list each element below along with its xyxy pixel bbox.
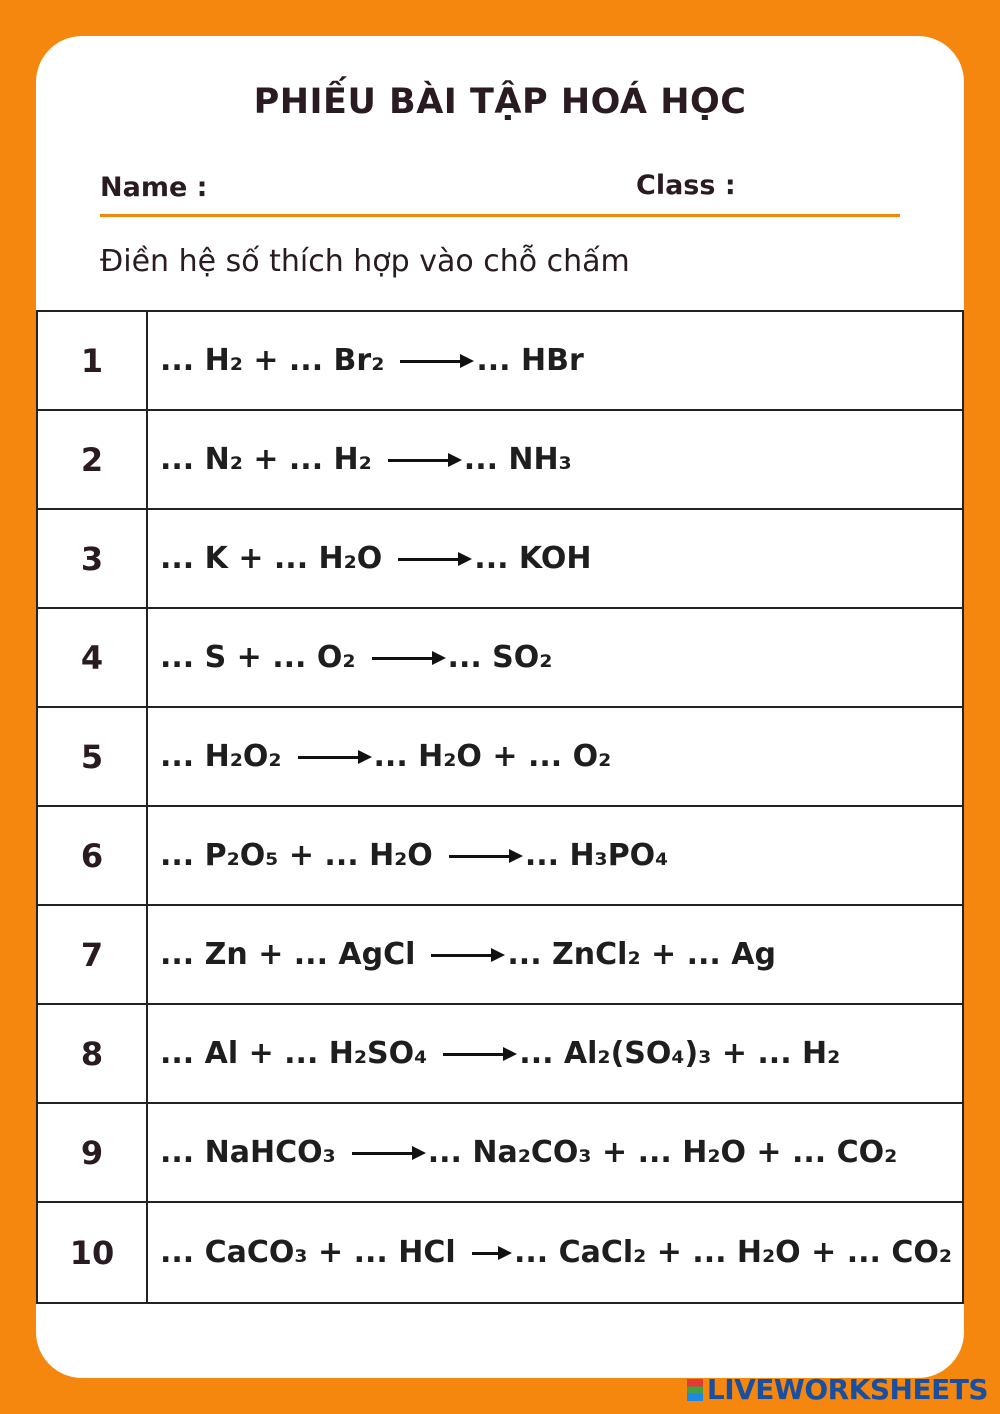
row-number: 5 [38, 708, 148, 805]
reaction-arrow-icon [352, 1143, 426, 1163]
equation-reactants: ... P₂O₅ + ... H₂O [160, 838, 433, 873]
row-number: 6 [38, 807, 148, 904]
row-number: 10 [38, 1203, 148, 1302]
equation-products: ... HBr [476, 343, 584, 378]
instruction-text: Điền hệ số thích hợp vào chỗ chấm [100, 244, 630, 279]
equation[interactable] [160, 1005, 952, 1102]
reaction-arrow-icon [400, 351, 474, 371]
reaction-arrow-icon [372, 648, 446, 668]
equation-products: ... NH₃ [463, 442, 572, 477]
liveworksheets-watermark [687, 1373, 988, 1406]
table-row [38, 1104, 962, 1203]
equation[interactable] [160, 807, 952, 904]
table-row [38, 708, 962, 807]
table-row [38, 510, 962, 609]
equation[interactable] [160, 411, 952, 508]
equation-reactants: ... H₂ + ... Br₂ [160, 343, 385, 378]
name-label: Name : [100, 172, 208, 203]
reaction-arrow-icon [388, 450, 462, 470]
table-row [38, 1005, 962, 1104]
equation-reactants: ... NaHCO₃ [160, 1135, 336, 1170]
reaction-arrow-icon [431, 945, 505, 965]
row-number: 3 [38, 510, 148, 607]
equation-reactants: ... Zn + ... AgCl [160, 937, 416, 972]
reaction-arrow-icon [443, 1044, 517, 1064]
equations-table [36, 310, 964, 1304]
equation[interactable] [160, 1104, 952, 1201]
worksheet-title: PHIẾU BÀI TẬP HOÁ HỌC [253, 82, 747, 122]
row-number: 7 [38, 906, 148, 1003]
equation-products: ... CaCl₂ + ... H₂O + ... CO₂ [513, 1235, 952, 1270]
table-row [38, 411, 962, 510]
equation-products: ... Na₂CO₃ + ... H₂O + ... CO₂ [427, 1135, 898, 1170]
equation-products: ... ZnCl₂ + ... Ag [507, 937, 776, 972]
row-number: 8 [38, 1005, 148, 1102]
equation-products: ... SO₂ [447, 640, 553, 675]
table-row [38, 807, 962, 906]
liveworksheets-logo-icon [687, 1379, 703, 1401]
equation-products: ... KOH [474, 541, 592, 576]
watermark-text: LIVEWORKSHEETS [706, 1373, 988, 1406]
equation-reactants: ... CaCO₃ + ... HCl [160, 1235, 456, 1270]
equation-reactants: ... H₂O₂ [160, 739, 282, 774]
equation-products: ... H₃PO₄ [524, 838, 669, 873]
reaction-arrow-icon [449, 846, 523, 866]
row-number: 9 [38, 1104, 148, 1201]
equation[interactable] [160, 906, 952, 1003]
table-row [38, 609, 962, 708]
class-label: Class : [636, 170, 736, 201]
table-row [38, 1203, 962, 1302]
table-row [38, 906, 962, 1005]
equation-reactants: ... Al + ... H₂SO₄ [160, 1036, 428, 1071]
worksheet [36, 36, 964, 1378]
reaction-arrow-icon [398, 549, 472, 569]
table-row [38, 312, 962, 411]
name-class-underline [100, 214, 900, 217]
equation[interactable] [160, 510, 952, 607]
equation[interactable] [160, 609, 952, 706]
row-number: 4 [38, 609, 148, 706]
row-number: 1 [38, 312, 148, 409]
equation-reactants: ... S + ... O₂ [160, 640, 356, 675]
equation-reactants: ... N₂ + ... H₂ [160, 442, 372, 477]
equation-reactants: ... K + ... H₂O [160, 541, 383, 576]
equation-products: ... Al₂(SO₄)₃ + ... H₂ [519, 1036, 841, 1071]
equation-products: ... H₂O + ... O₂ [373, 739, 612, 774]
equation[interactable] [160, 312, 952, 409]
reaction-arrow-icon [472, 1243, 512, 1263]
equation[interactable] [160, 1203, 952, 1302]
reaction-arrow-icon [298, 747, 372, 767]
equation[interactable] [160, 708, 952, 805]
row-number: 2 [38, 411, 148, 508]
